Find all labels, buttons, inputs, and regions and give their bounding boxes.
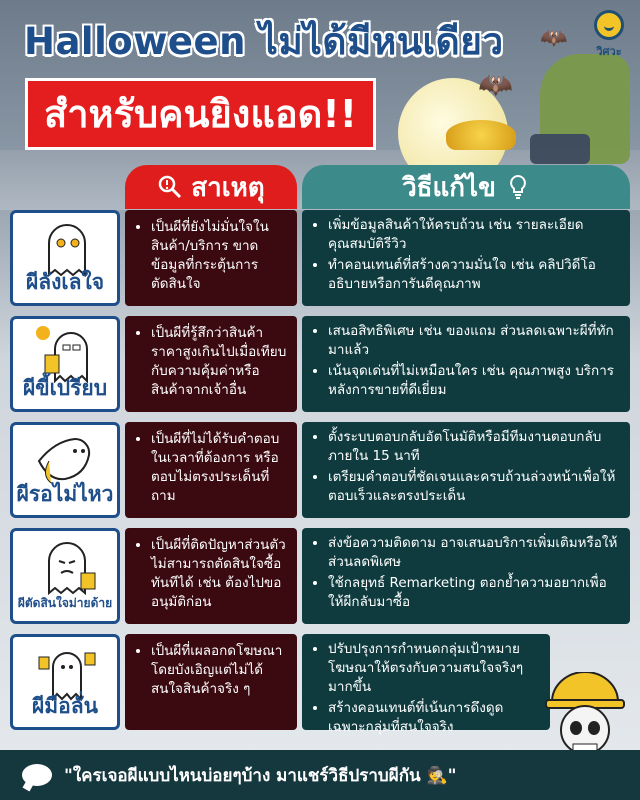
page-title: Halloween ไม่ได้มีหนเดียว xyxy=(24,20,504,63)
cause-box xyxy=(125,316,297,412)
fix-text: • สร้างคอนเทนต์ที่เน้นการดึงดูดเฉพาะกลุ่มที่สนใจจริง xyxy=(328,699,540,737)
ghost-card xyxy=(10,528,120,624)
cause-text: • เป็นผีที่ยังไม่มั่นใจในสินค้า/บริการ ขาดข้อมูลที่กระตุ้นการตัดสินใจ xyxy=(151,218,289,294)
fix-text: • ปรับปรุงการกำหนดกลุ่มเป้าหมายโฆษณาให้ตรงกับความสนใจจริงๆ มากขึ้น xyxy=(328,640,540,697)
magnifier-alert-icon xyxy=(157,174,183,200)
page-subtitle: สำหรับคนยิงแอด!! xyxy=(25,78,376,150)
cause-text: • เป็นผีที่ไม่ได้รับคำตอบในเวลาที่ต้องการ หรือตอบไม่ตรงประเด็นที่ถาม xyxy=(151,430,289,506)
ghost-card xyxy=(10,634,120,730)
fix-text: • ตั้งระบบตอบกลับอัตโนมัติหรือมีทีมงานตอบกลับภายใน 15 นาที xyxy=(328,428,620,466)
cause-text: • เป็นผีที่ติดปัญหาส่วนตัว ไม่สามารถตัดสินใจซื้อทันทีได้ เช่น ต้องไปขออนุมัติก่อน xyxy=(151,536,289,612)
fix-text: • ส่งข้อความติดตาม อาจเสนอบริการเพิ่มเติมหรือให้ส่วนลดพิเศษ xyxy=(328,534,620,572)
ghost-name: ผีรอไม่ไหว xyxy=(16,482,114,506)
fix-column-header xyxy=(302,165,630,209)
cause-box xyxy=(125,210,297,306)
fix-box xyxy=(302,422,630,518)
ghost-card xyxy=(10,316,120,412)
ghost-row xyxy=(10,422,630,518)
footer-bar xyxy=(0,750,640,800)
fix-box xyxy=(302,210,630,306)
bat-icon: 🦇 xyxy=(478,68,513,101)
bat-icon: 🦇 xyxy=(540,26,568,51)
fix-box xyxy=(302,634,550,735)
fix-text: • ใช้กลยุทธ์ Remarketing ตอกย้ำความอยากเพื่อให้ผีกลับมาซื้อ xyxy=(328,574,620,612)
cause-column-header xyxy=(125,165,297,209)
cause-text: • เป็นผีที่เผลอกดโฆษณาโดยบังเอิญแต่ไม่ได้สนใจสินค้าจริง ๆ xyxy=(151,642,289,699)
fix-box xyxy=(302,316,630,412)
ghost-name: ผีตัดสินใจม่ายด้าย xyxy=(17,596,113,610)
gold-coins-illustration xyxy=(446,120,516,150)
ghost-undecided-icon xyxy=(35,537,99,595)
footer-text: "ใครเจอผีแบบไหนบ่อยๆบ้าง มาแชร์วิธีปราบผีกัน 🕵" xyxy=(64,765,457,786)
brand-logo xyxy=(586,10,632,70)
fix-text: • เน้นจุดเด่นที่ไม่เหมือนใคร เช่น คุณภาพสูง บริการหลังการขายที่ดีเยี่ยม xyxy=(328,362,620,400)
ghost-name: ผีขี้เปรียบ xyxy=(22,376,108,400)
cause-box xyxy=(125,634,297,730)
cause-column-label: สาเหตุ xyxy=(191,172,265,203)
cause-box xyxy=(125,528,297,624)
ghost-row xyxy=(10,316,630,412)
fix-text: • ทำคอนเทนต์ที่สร้างความมั่นใจ เช่น คลิปวิดีโออธิบายหรือการันตีคุณภาพ xyxy=(328,256,620,294)
ghost-name: ผีมือลั่น xyxy=(32,694,98,718)
ghost-row xyxy=(10,634,630,735)
logo-text: วิศวะ xyxy=(596,45,622,58)
lightbulb-logo-icon xyxy=(594,10,624,40)
ghost-card xyxy=(10,422,120,518)
cause-box xyxy=(125,422,297,518)
lightbulb-icon xyxy=(506,173,530,201)
speech-bubble-icon xyxy=(22,764,52,786)
ghost-row xyxy=(10,210,630,306)
fix-box xyxy=(302,528,630,624)
ghost-row xyxy=(10,528,630,624)
fix-text: • เสนอสิทธิพิเศษ เช่น ของแถม ส่วนลดเฉพาะผีที่ทักมาแล้ว xyxy=(328,322,620,360)
zombie-hand-illustration xyxy=(540,54,630,164)
ghost-name: ผีลังเลใจ xyxy=(25,270,105,294)
fix-text: • เตรียมคำตอบที่ชัดเจนและครบถ้วนล่วงหน้าเพื่อให้ตอบเร็วและตรงประเด็น xyxy=(328,468,620,506)
ghost-card xyxy=(10,210,120,306)
cause-text: • เป็นผีที่รู้สึกว่าสินค้าราคาสูงเกินไปเมื่อเทียบกับความคุ้มค่าหรือสินค้าจากเจ้าอื่น xyxy=(151,324,289,400)
fix-column-label: วิธีแก้ไข xyxy=(402,172,496,203)
fix-text: • เพิ่มข้อมูลสินค้าให้ครบถ้วน เช่น รายละเอียด คุณสมบัติรีวิว xyxy=(328,216,620,254)
